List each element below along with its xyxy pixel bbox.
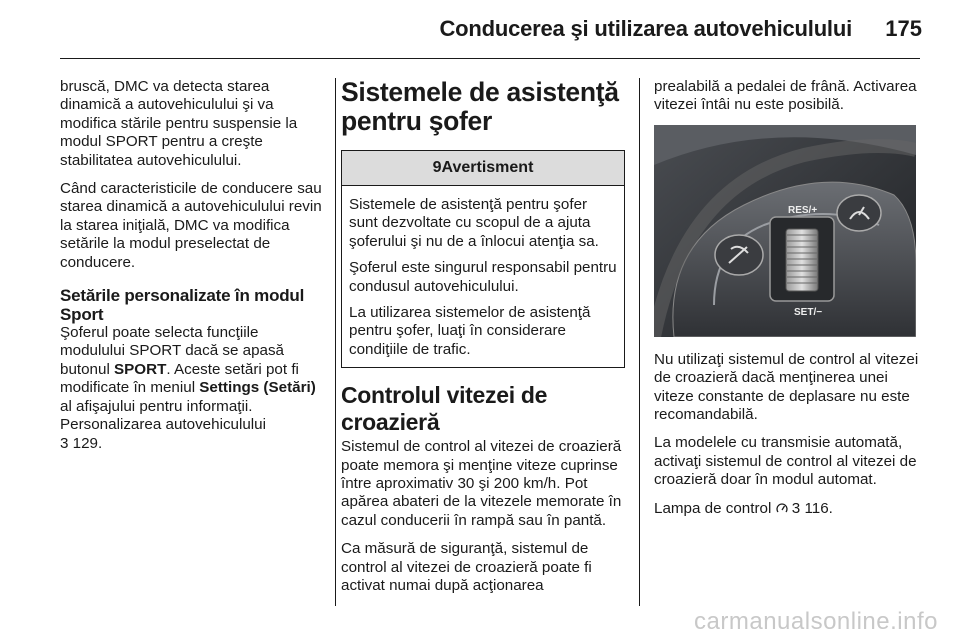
settings-menu-label: Settings (Setări) xyxy=(199,379,316,397)
column-divider-2 xyxy=(639,78,640,606)
warning-body xyxy=(342,186,624,367)
cruise-control-icon xyxy=(776,500,788,517)
section-heading-cruise-control: Controlul vitezei de croazieră xyxy=(341,382,548,436)
paragraph: prealabilă a pedalei de frână. Activarea vitezei întâi nu este posibilă. xyxy=(654,78,917,114)
text: al afişajului pentru informaţii. Personalizarea autovehiculului xyxy=(60,397,267,434)
sport-button-label: SPORT xyxy=(114,360,167,378)
paragraph: Când caracteristicile de conducere sau starea dinamică a autovehiculului revin la starea iniţială, DMC va modifica setările la modul preselectat de conducere. xyxy=(60,180,322,271)
paragraph: Sistemul de control al vitezei de croazieră poate memora şi menţine viteze cuprinse între aproximativ 30 şi 200 km/h. Pot apărea abateri de la vitezele memorate în cazul conducerii în rampă sau în pantă. xyxy=(341,438,622,529)
text: Şoferul poate selecta funcţiile modulului SPORT dacă se apasă butonul xyxy=(60,324,285,378)
steering-wheel-illustration xyxy=(654,125,916,337)
warning-paragraph: Sistemele de asistenţă pentru şofer sunt dezvoltate cu scopul de a ajuta şoferului şi nu de a înlocui atenţia sa. xyxy=(349,196,599,250)
paragraph: Ca măsură de siguranţă, sistemul de control al vitezei de croazieră poate fi activat numai după acţionarea xyxy=(341,540,592,595)
text: . Aceste setări pot fi modificate în meniul xyxy=(60,360,299,397)
text: Lampa de control xyxy=(654,499,776,517)
set-label: SET/− xyxy=(794,306,823,318)
warning-box xyxy=(341,150,625,368)
section-heading-driver-assist: Sistemele de asistenţă pentru şofer xyxy=(341,77,619,136)
watermark: carmanualsonline.info xyxy=(694,608,938,635)
warning-paragraph: Şoferul este singurul responsabil pentru condusul autovehiculului. xyxy=(349,259,617,295)
res-label: RES/+ xyxy=(788,204,818,216)
paragraph: La modelele cu transmisie automată, activaţi sistemul de control al vitezei de croazieră doar în modul automat. xyxy=(654,434,917,489)
column-3 xyxy=(654,78,922,528)
page-number: 175 xyxy=(885,16,922,41)
paragraph: Nu utilizaţi sistemul de control al vitezei de croazieră dacă menţinerea unei viteze constante de deplasare nu este recomandabilă. xyxy=(654,350,919,424)
header-rule xyxy=(60,58,920,59)
column-2 xyxy=(341,78,625,606)
warning-header xyxy=(342,151,624,186)
column-1 xyxy=(60,78,326,463)
paragraph xyxy=(654,500,922,518)
warning-title: 9Avertisment xyxy=(432,159,534,176)
warning-paragraph: La utilizarea sistemelor de asistenţă pentru şofer, luaţi în considerare condiţiile de trafic. xyxy=(349,304,591,358)
page-reference-link[interactable]: 3 116. xyxy=(787,499,833,517)
paragraph: bruscă, DMC va detecta starea dinamică a autovehiculului şi va modifica stările pentru suspensie la modul SPORT pentru a creşte stabilitatea autovehiculului. xyxy=(60,78,298,169)
page-reference-link[interactable]: 3 129. xyxy=(60,434,103,452)
section-heading-sport: Setările personalizate în modul Sport xyxy=(60,286,305,325)
header-title: Conducerea şi utilizarea autovehiculului xyxy=(439,16,852,41)
steering-wheel-figure xyxy=(654,125,916,337)
column-divider-1 xyxy=(335,78,336,606)
paragraph xyxy=(60,324,326,453)
